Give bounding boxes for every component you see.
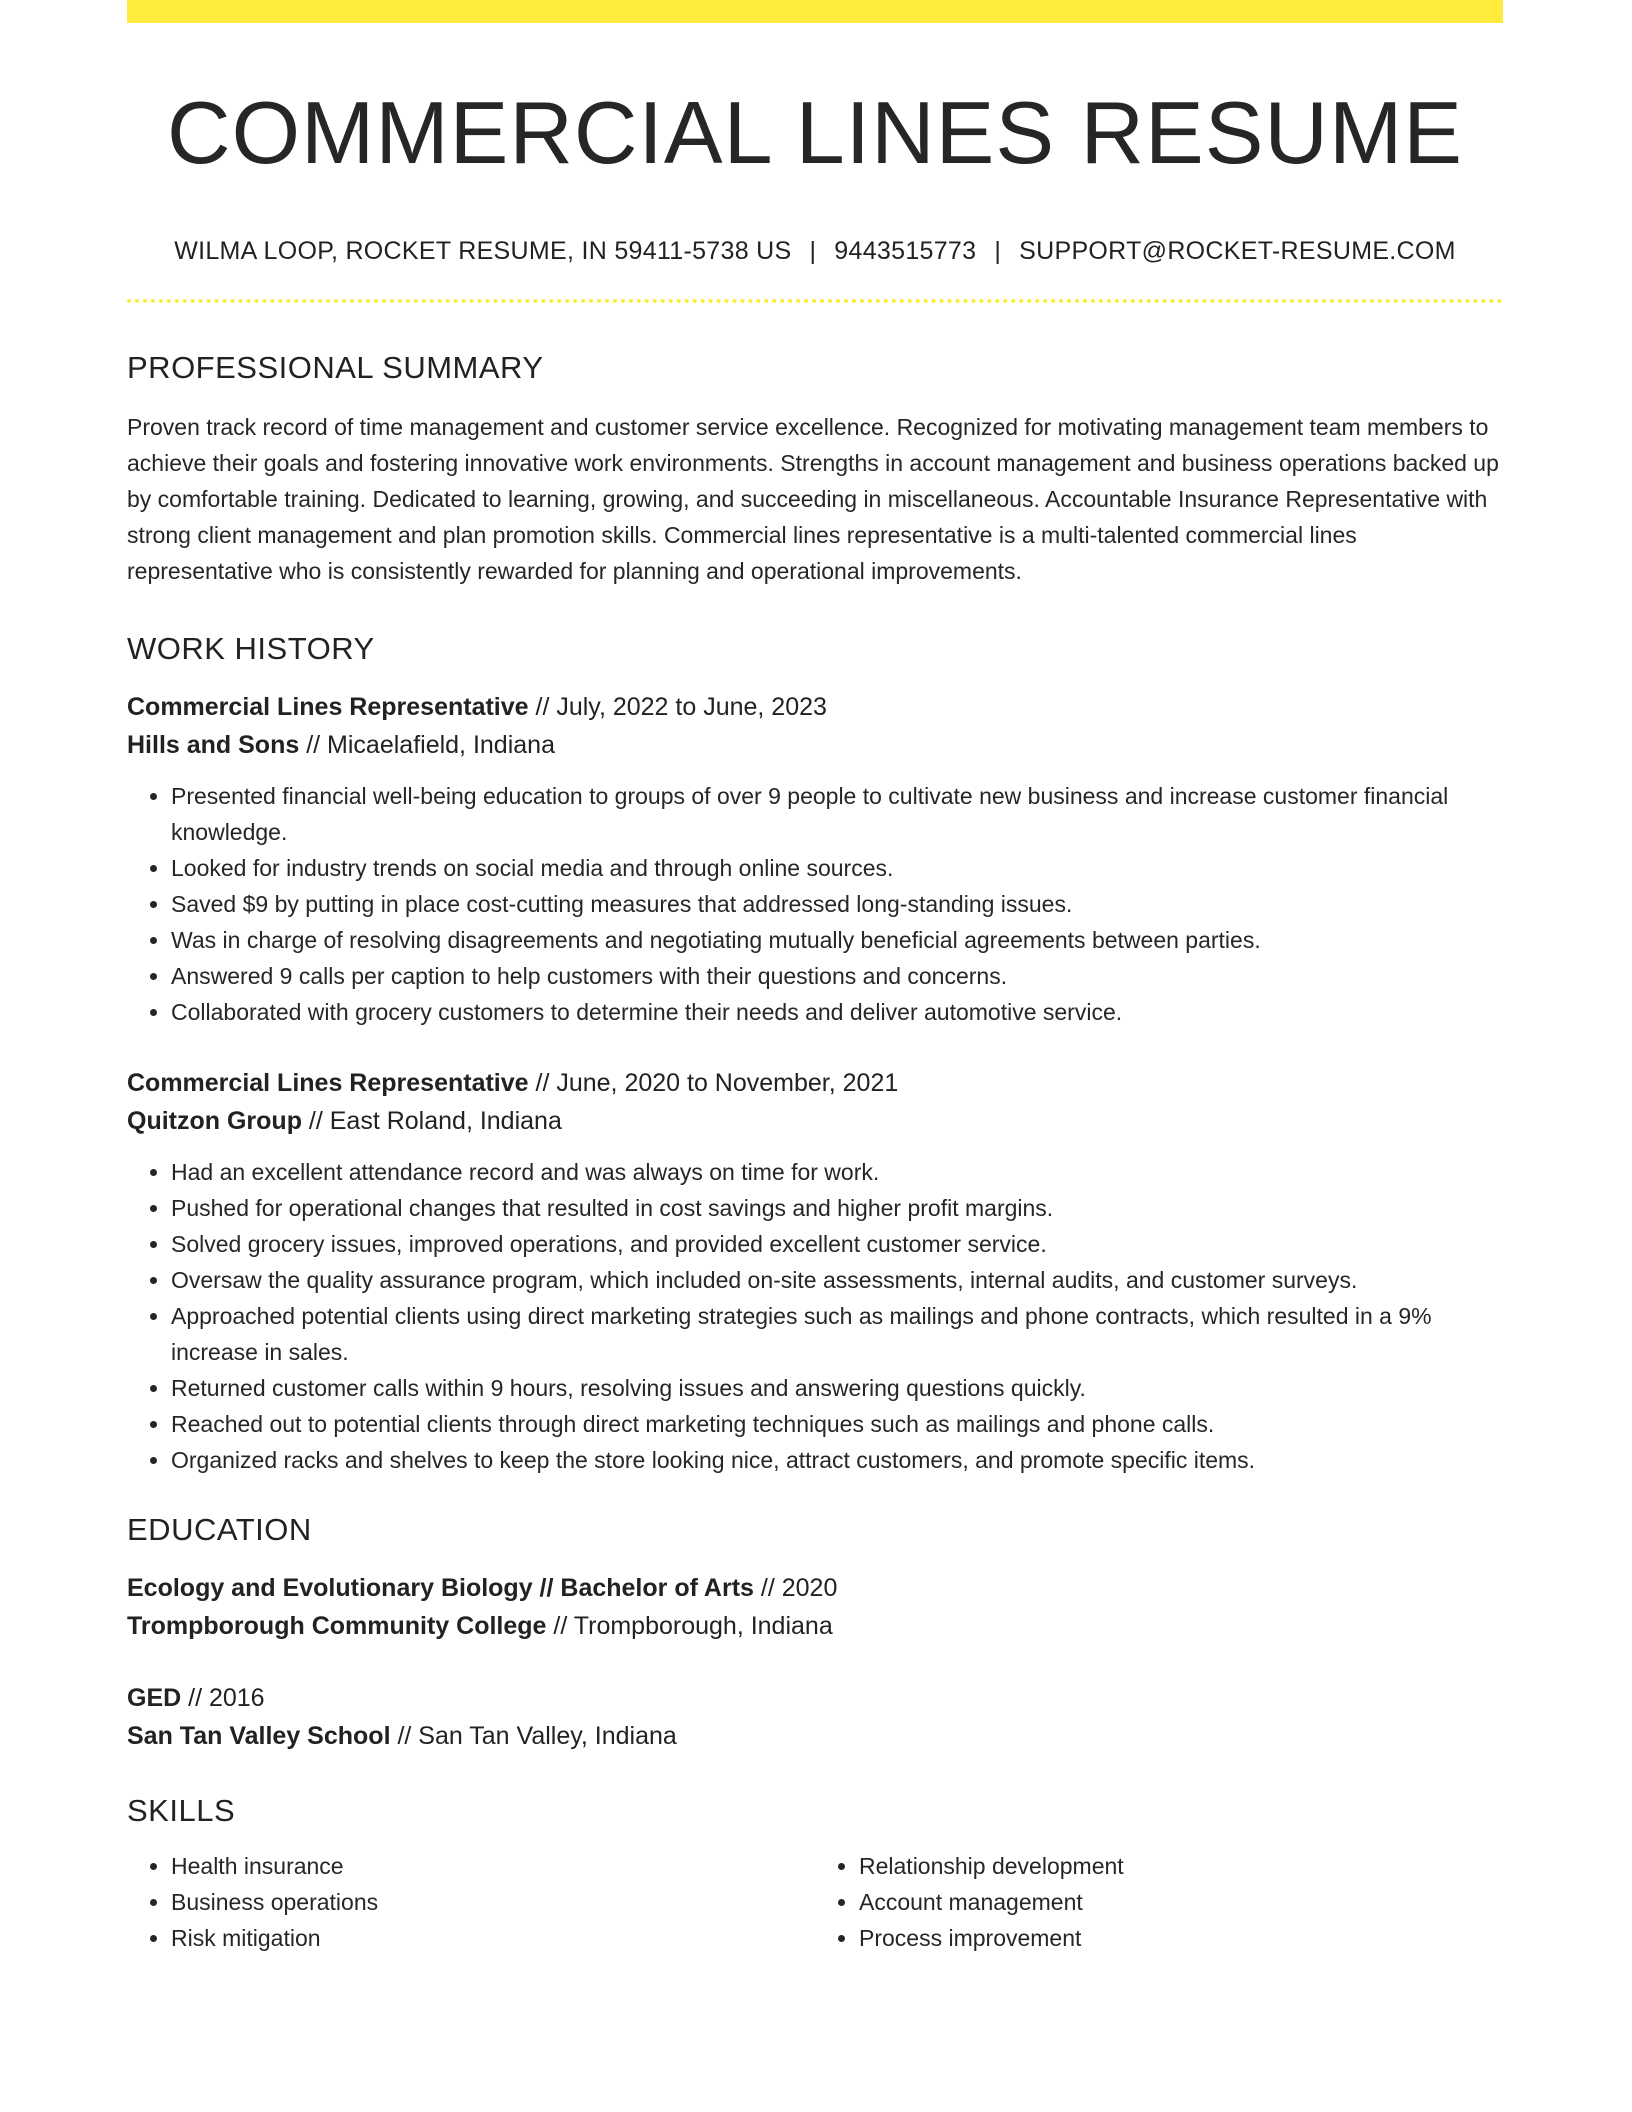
school-location: // San Tan Valley, Indiana [390,1722,677,1751]
school-location: // Trompborough, Indiana [546,1612,833,1641]
job-title-line [127,1064,1503,1102]
school: San Tan Valley School [127,1722,391,1751]
summary-text: Proven track record of time management and customer service excellence. Recognized for motivating management team members to achieve their goals and fostering innovative work environments. Strengths in account management and business operations backed up by comfortable training. Dedicated to learning, growing, and succeeding in miscellaneous. Accountable Insurance Representative with strong client management and plan promotion skills. Commercial lines representative is a multi-talented commercial lines representative who is consistently rewarded for planning and operational improvements. [127,413,1499,584]
list-item: • Saved $9 by putting in place cost-cutting measures that addressed long-standing issues. [171,886,1503,922]
list-item: • Organized racks and shelves to keep the store looking nice, attract customers, and promote specific items. [171,1442,1503,1478]
job-dates: // June, 2020 to November, 2021 [528,1069,899,1098]
job-entry [127,1064,1503,1478]
education-entry [127,1679,1503,1755]
degree-year: // 2016 [181,1684,265,1713]
job-company-line [127,1102,1503,1140]
job-company: Hills and Sons [127,731,300,760]
school: Trompborough Community College [127,1612,547,1641]
skills-columns [127,1848,1503,1956]
job-title: Commercial Lines Representative [127,693,529,722]
summary-heading: PROFESSIONAL SUMMARY [127,349,544,385]
school-line [127,1717,1503,1755]
work-history-heading: WORK HISTORY [127,630,375,666]
list-item: • Returned customer calls within 9 hours, resolving issues and answering questions quickly. [171,1370,1503,1406]
list-item: • Pushed for operational changes that resulted in cost savings and higher profit margins. [171,1190,1503,1226]
list-item: • Looked for industry trends on social media and through online sources. [171,850,1503,886]
skill-item: • Risk mitigation [171,1920,811,1956]
contact-address: WILMA LOOP, ROCKET RESUME, IN 59411-5738 US [174,236,792,265]
degree: Ecology and Evolutionary Biology // Bachelor of Arts [127,1574,754,1603]
job-company: Quitzon Group [127,1107,302,1136]
job-location: // Micaelafield, Indiana [299,731,555,760]
skill-item: • Account management [859,1884,1499,1920]
contact-line [127,237,1503,266]
skill-item: • Health insurance [171,1848,811,1884]
contact-separator: | [994,236,1002,265]
skills-section [127,1792,1503,1955]
degree-line [127,1569,1503,1607]
resume-page [127,0,1503,1956]
list-item: • Was in charge of resolving disagreements and negotiating mutually beneficial agreements between parties. [171,922,1503,958]
job-title: Commercial Lines Representative [127,1069,529,1098]
skills-list-left [127,1848,811,1956]
job-location: // East Roland, Indiana [301,1107,562,1136]
job-company-line [127,726,1503,764]
skills-list-right [815,1848,1499,1956]
list-item: • Answered 9 calls per caption to help customers with their questions and concerns. [171,958,1503,994]
skill-item: • Process improvement [859,1920,1499,1956]
job-title-line [127,688,1503,726]
job-entry [127,688,1503,1030]
resume-title: COMMERCIAL LINES RESUME [167,83,1463,182]
accent-bar [127,0,1503,23]
job-bullets [127,778,1503,1030]
degree: GED [127,1684,182,1713]
list-item: • Presented financial well-being education to groups of over 9 people to cultivate new business and increase customer financial knowledge. [171,778,1503,850]
job-bullets [127,1154,1503,1478]
summary-section [127,349,1503,589]
skill-item: • Relationship development [859,1848,1499,1884]
list-item: • Collaborated with grocery customers to determine their needs and deliver automotive service. [171,994,1503,1030]
list-item: • Solved grocery issues, improved operations, and provided excellent customer service. [171,1226,1503,1262]
work-history-section [127,630,1503,1478]
school-line [127,1607,1503,1645]
list-item: • Oversaw the quality assurance program, which included on-site assessments, internal audits, and customer surveys. [171,1262,1503,1298]
list-item: • Approached potential clients using direct marketing strategies such as mailings and phone contracts, which resulted in a 9% increase in sales. [171,1298,1503,1370]
list-item: • Reached out to potential clients through direct marketing techniques such as mailings and phone calls. [171,1406,1503,1442]
job-dates: // July, 2022 to June, 2023 [528,693,827,722]
list-item: • Had an excellent attendance record and was always on time for work. [171,1154,1503,1190]
education-section [127,1511,1503,1755]
education-heading: EDUCATION [127,1512,312,1548]
degree-year: // 2020 [753,1574,838,1603]
skills-heading: SKILLS [127,1793,236,1829]
degree-line [127,1679,1503,1717]
contact-separator: | [809,236,817,265]
education-entry [127,1569,1503,1645]
contact-phone: 9443515773 [834,236,977,265]
dotted-divider [127,299,1503,303]
skill-item: • Business operations [171,1884,811,1920]
contact-email: SUPPORT@ROCKET-RESUME.COM [1019,236,1456,265]
